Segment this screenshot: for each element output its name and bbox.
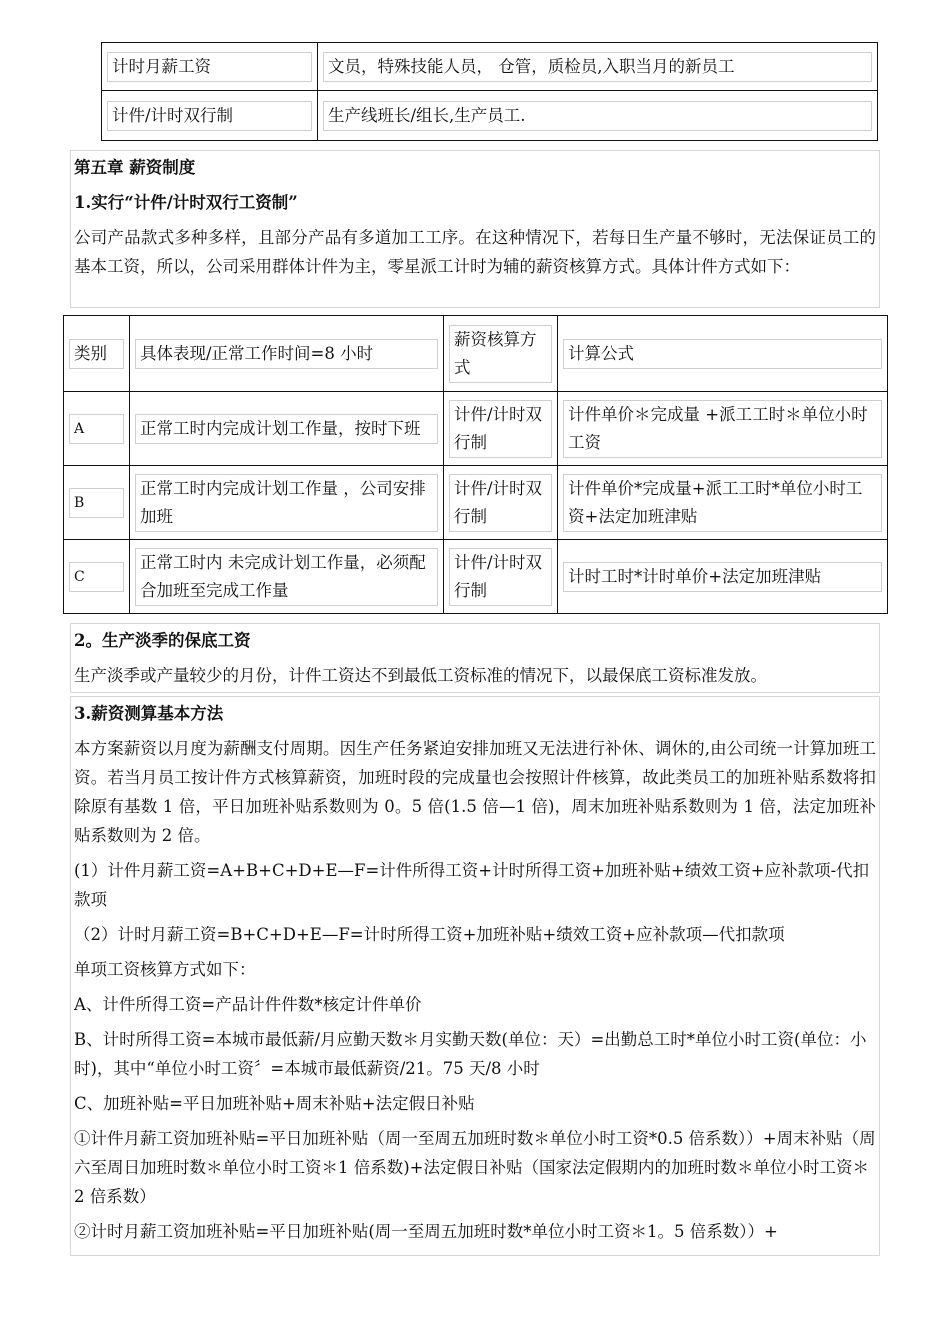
method-cell: 计件/计时双行制 [444,392,558,466]
salary-calc-table [63,315,888,614]
item-a: A、计件所得工资=产品计件件数*核定计件单价 [74,995,422,1014]
section-title: 2。生产淡季的保底工资 [74,631,251,650]
formula-time-wage: （2）计时月薪工资=B+C+D+E—F=计时所得工资+加班补贴+绩效工资+应补款项—代扣款项 [74,925,785,944]
role-cell: 计件/计时双行制 [102,91,318,141]
formula-cell: 计件单价＊完成量 +派工工时＊单位小时工资 [558,392,888,466]
items-title: 单项工资核算方式如下： [74,960,256,979]
item-c2: ②计时月薪工资加班补贴=平日加班补贴(周一至周五加班时数*单位小时工资＊1。5 倍系数））+ [74,1222,778,1241]
section-paragraph: 本方案薪资以月度为薪酬支付周期。因生产任务紧迫安排加班又无法进行补休、调休的,由公司统一计算加班工资。若当月员工按计件方式核算薪资，加班时段的完成量也会按照计件核算，故此类员工的加班补贴系数将扣除原有基数 1 倍，平日加班补贴系数则为 0。5 倍(1.5 倍—1 倍)，周末加班补贴系数则为 1 倍，法定加班补贴系数则为 2 倍。 [74,739,876,845]
chapter5-section [70,150,880,308]
formula-piece-wage: (1）计件月薪工资=A+B+C+D+E—F=计件所得工资+计时所得工资+加班补贴+绩效工资+应补款项-代扣款项 [74,861,870,909]
chapter-title: 第五章 薪资制度 [74,158,196,177]
header-cell: 具体表现/正常工作时间=8 小时 [130,316,444,392]
table-row [102,43,878,91]
role-cell: 计时月薪工资 [102,43,318,91]
section-paragraph: 生产淡季或产量较少的月份，计件工资达不到最低工资标准的情况下，以最保底工资标准发放。 [74,666,767,685]
table-row [64,466,888,540]
header-cell: 计算公式 [558,316,888,392]
desc-cell: 正常工时内完成计划工作量，按时下班 [130,392,444,466]
category-cell: B [64,466,130,540]
method-cell: 计件/计时双行制 [444,466,558,540]
header-cell: 类别 [64,316,130,392]
scope-cell: 文员，特殊技能人员， 仓管，质检员,入职当月的新员工 [318,43,878,91]
scope-cell: 生产线班长/组长,生产员工. [318,91,878,141]
item-c: C、加班补贴=平日加班补贴+周末补贴+法定假日补贴 [74,1094,475,1113]
item-b: B、计时所得工资=本城市最低薪/月应勤天数＊月实勤天数(单位：天）=出勤总工时*单位小时工资(单位：小时)，其中“单位小时工资〞=本城市最低薪资/21。75 天/8 小时 [74,1030,867,1078]
section-paragraph: 公司产品款式多种多样，且部分产品有多道加工工序。在这种情况下，若每日生产量不够时，无法保证员工的基本工资，所以，公司采用群体计件为主，零星派工计时为辅的薪资核算方式。具体计件方式如下： [74,228,876,276]
table-row [64,540,888,614]
method-cell: 计件/计时双行制 [444,540,558,614]
section-title: 3.薪资测算基本方法 [74,704,224,723]
category-cell: A [64,392,130,466]
table-row [102,91,878,141]
formula-cell: 计件单价*完成量+派工工时*单位小时工资+法定加班津贴 [558,466,888,540]
table-header-row [64,316,888,392]
header-cell: 薪资核算方式 [444,316,558,392]
desc-cell: 正常工时内 未完成计划工作量，必须配合加班至完成工作量 [130,540,444,614]
top-role-table [101,42,878,141]
category-cell: C [64,540,130,614]
section3 [70,696,880,1256]
formula-cell: 计时工时*计时单价+法定加班津贴 [558,540,888,614]
desc-cell: 正常工时内完成计划工作量 ，公司安排加班 [130,466,444,540]
section2 [70,623,880,693]
table-row [64,392,888,466]
section-title: 1.实行“计件/计时双行工资制” [74,193,298,212]
item-c1: ①计件月薪工资加班补贴=平日加班补贴（周一至周五加班时数＊单位小时工资*0.5 倍系数））+周末补贴（周六至周日加班时数＊单位小时工资＊1 倍系数)+法定假日补贴（国家法定假期内的加班时数＊单位小时工资＊2 倍系数） [74,1129,876,1206]
